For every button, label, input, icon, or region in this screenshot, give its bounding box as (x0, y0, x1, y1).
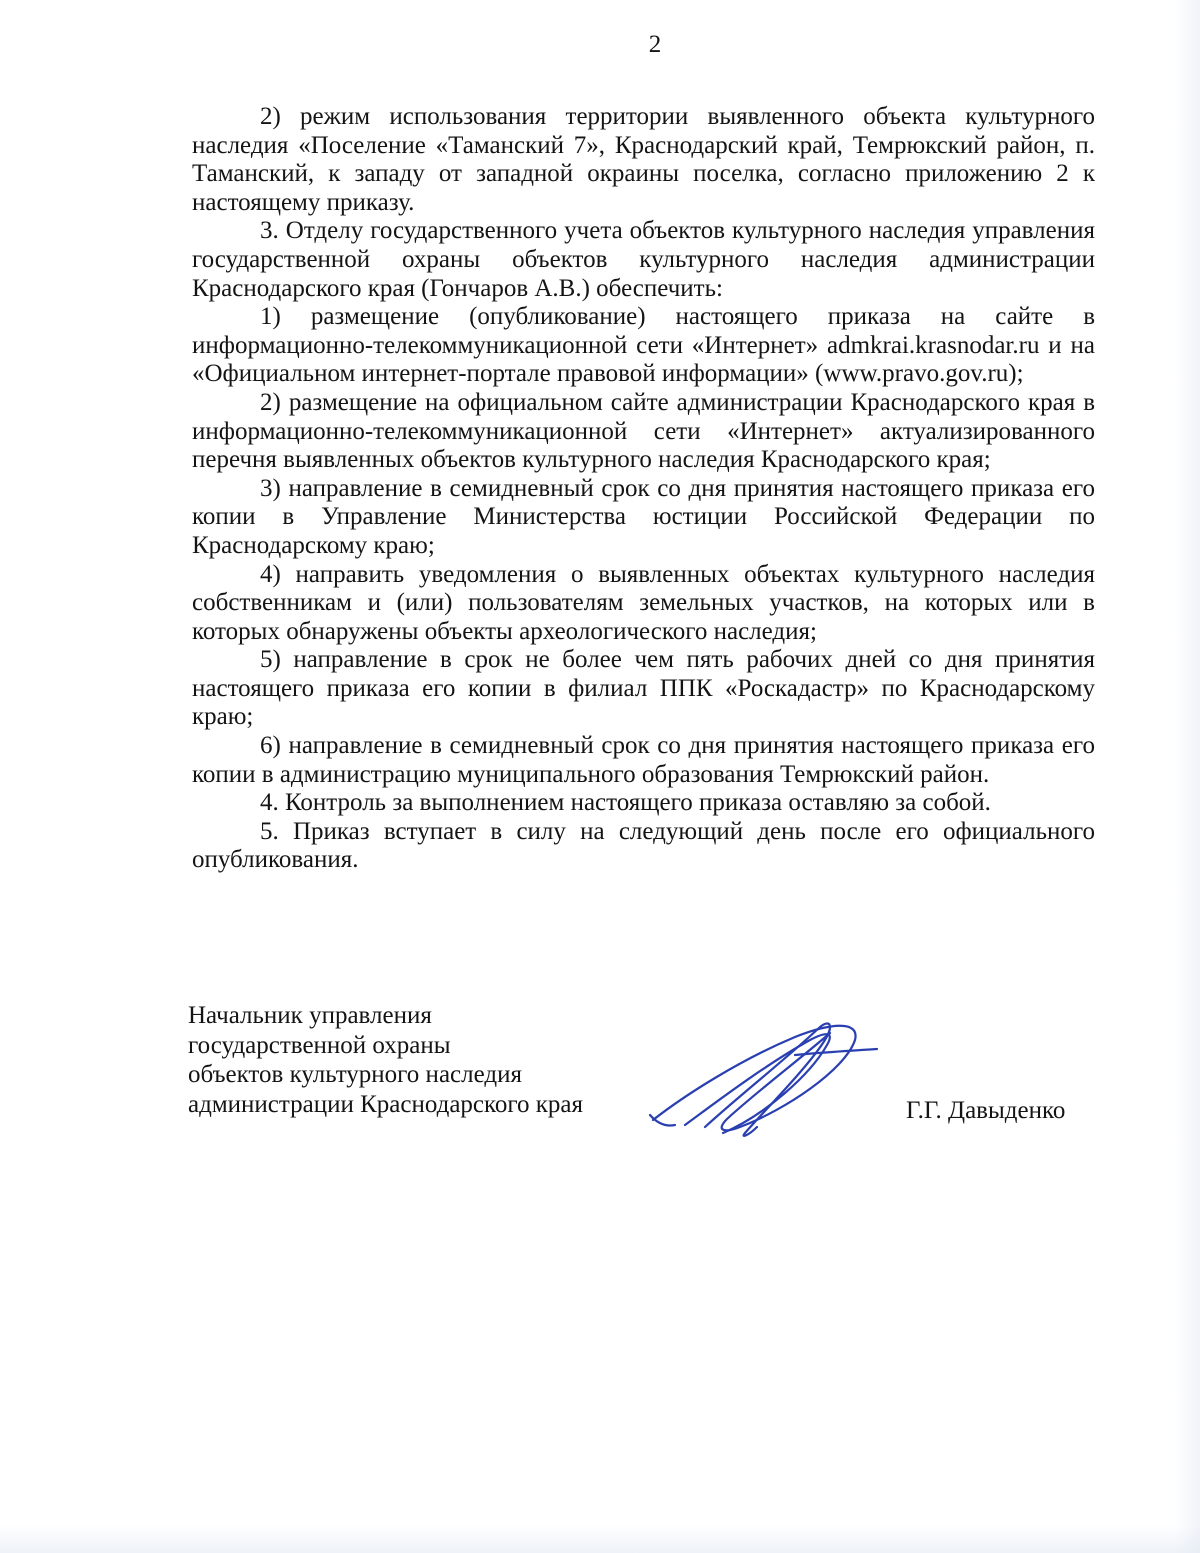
paragraph-section-3-intro: 3. Отделу государственного учета объектов культурного наследия управления государственной охраны объектов культурного наследия администрации Краснодарского края (Гончаров А.В.) обеспечить: (192, 217, 1095, 302)
paragraph-item-4-notifications: 4) направить уведомления о выявленных объектах культурного наследия собственникам и (или) пользователям земельных участков, на которых или в которых обнаружены объекты археологического наследия; (192, 560, 1095, 645)
document-body (192, 103, 1095, 875)
signatory-title-line: государственной охраны (188, 1031, 451, 1059)
paragraph-item-6-municipality: 6) направление в семидневный срок со дня принятия настоящего приказа его копии в администрацию муниципального образования Темрюкский район. (192, 732, 1095, 788)
paragraph-item-1-publication: 1) размещение (опубликование) настоящего приказа на сайте в информационно-телекоммуникационной сети «Интернет» admkrai.krasnodar.ru и на «Официальном интернет-портале правовой информации» (www.pravo.gov.ru); (192, 303, 1095, 388)
handwritten-signature-icon (645, 1015, 885, 1140)
paragraph-section-5-effective: 5. Приказ вступает в силу на следующий день после его официального опубликования. (192, 817, 1095, 874)
signatory-title-line: Начальник управления (188, 1002, 432, 1029)
page-number: 2 (648, 31, 662, 58)
signatory-title (188, 1001, 628, 1119)
paragraph-item-5-roskadastr: 5) направление в срок не более чем пять рабочих дней со дня принятия настоящего приказа его копии в филиал ППК «Роскадастр» по Краснодарскому краю; (192, 646, 1095, 731)
signatory-title-line: объектов культурного наследия (188, 1061, 522, 1088)
scan-edge-shading (0, 1525, 1200, 1553)
paragraph-section-4-control: 4. Контроль за выполнением настоящего приказа оставляю за собой. (260, 789, 991, 817)
signer-name: Г.Г. Давыденко (906, 1097, 1066, 1124)
paragraph-item-3-ministry-of-justice: 3) направление в семидневный срок со дня принятия настоящего приказа его копии в Управление Министерства юстиции Российской Федерации по Краснодарскому краю; (192, 474, 1095, 559)
paragraph-item-2-website: 2) размещение на официальном сайте администрации Краснодарского края в информационно-телекоммуникационной сети «Интернет» актуализированного перечня выявленных объектов культурного наследия Краснодарского края; (192, 388, 1095, 474)
signatory-title-line: администрации Краснодарского края (188, 1090, 584, 1118)
paragraph-item-2-usage-regime: 2) режим использования территории выявленного объекта культурного наследия «Поселение «Таманский 7», Краснодарский край, Темрюкский район, п. Таманский, к западу от западной окраины поселка, согласно приложению 2 к настоящему приказу. (192, 103, 1095, 216)
scan-edge-shading (1174, 0, 1200, 1553)
